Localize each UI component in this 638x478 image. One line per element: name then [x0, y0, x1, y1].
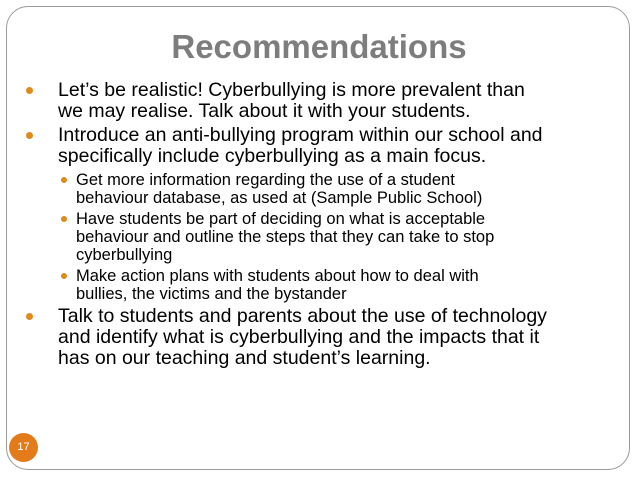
bullet-dot-icon	[61, 273, 67, 279]
sub-bullet-list	[58, 171, 612, 303]
bullet-dot-icon	[26, 313, 33, 320]
bullet-text: Let’s be realistic! Cyberbullying is more prevalent than we may realise. Talk about it with your students.	[58, 79, 525, 122]
bullet-item-realistic	[22, 80, 612, 122]
sub-bullet-item-action-plans	[58, 267, 612, 303]
bullet-item-anti-bullying-program	[22, 125, 612, 303]
slide-title: Recommendations	[171, 28, 467, 65]
slide-content	[22, 80, 612, 372]
sub-bullet-text: Have students be part of deciding on what is acceptable behaviour and outline the steps that they can take to stop cyberbullying	[76, 210, 495, 264]
bullet-dot-icon	[26, 132, 33, 139]
sub-bullet-text: Make action plans with students about how to deal with bullies, the victims and the bystander	[76, 267, 479, 303]
sub-bullet-text: Get more information regarding the use of a student behaviour database, as used at (Sample Public School)	[76, 171, 483, 207]
page-number-badge: 17	[9, 433, 38, 462]
bullet-text: Introduce an anti-bullying program within our school and specifically include cyberbullying as a main focus.	[58, 124, 543, 167]
bullet-dot-icon	[61, 177, 67, 183]
bullet-item-technology	[22, 306, 612, 369]
bullet-dot-icon	[26, 87, 33, 94]
sub-bullet-item-database	[58, 171, 612, 207]
bullet-dot-icon	[61, 216, 67, 222]
bullet-list	[22, 80, 612, 369]
bullet-text: Talk to students and parents about the use of technology and identify what is cyberbullying and the impacts that it has on our teaching and student’s learning.	[58, 305, 547, 369]
sub-bullet-item-acceptable-behaviour	[58, 210, 612, 264]
